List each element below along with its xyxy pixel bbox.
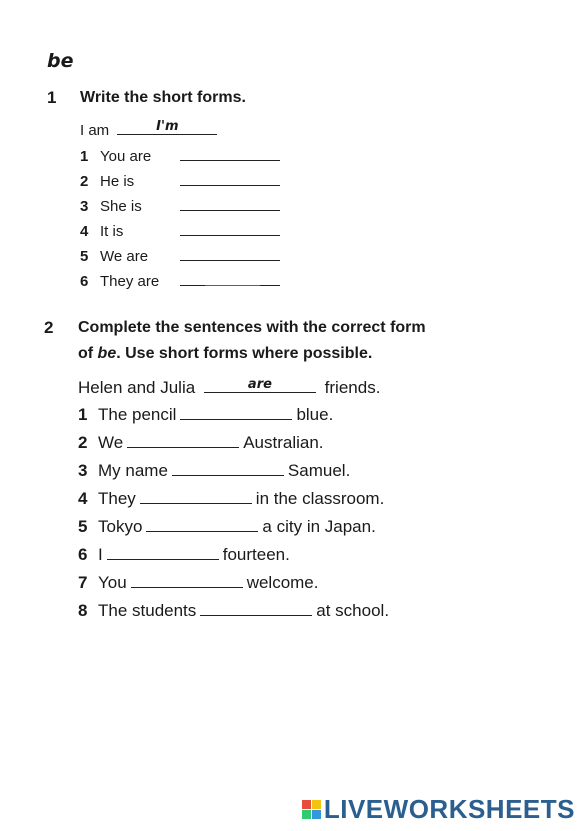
item-before: You	[98, 573, 127, 592]
logo-square	[312, 810, 321, 819]
example-answer: are	[247, 377, 272, 392]
item-text: You are	[100, 148, 152, 165]
item-text: They are	[100, 273, 160, 290]
exercise-1-item	[80, 221, 280, 240]
example-before: Helen and Julia	[78, 378, 196, 397]
answer-blank[interactable]	[180, 221, 280, 236]
exercise-1-item	[80, 146, 280, 165]
answer-blank[interactable]	[180, 146, 280, 161]
answer-blank[interactable]	[180, 271, 280, 286]
exercise-2-item	[78, 405, 333, 425]
item-before: They	[98, 489, 136, 508]
item-number: 2	[80, 173, 89, 190]
logo-square	[312, 800, 321, 809]
item-after: blue.	[296, 405, 334, 424]
exercise-2-item	[78, 433, 324, 453]
instruction-line-2: of be. Use short forms where possible.	[78, 345, 373, 362]
item-text: We are	[100, 248, 149, 265]
logo-square	[302, 810, 311, 819]
item-before: My name	[98, 461, 168, 480]
answer-blank[interactable]	[180, 196, 280, 211]
exercise-2-item	[78, 545, 290, 565]
example-answer-blank	[204, 378, 316, 393]
item-number: 2	[78, 433, 88, 452]
exercise-2-item	[78, 601, 389, 621]
exercise-1-item	[80, 246, 280, 265]
instruction-line-1: Complete the sentences with the correct form	[78, 319, 426, 336]
item-after: a city in Japan.	[262, 517, 376, 536]
answer-blank[interactable]	[172, 461, 284, 476]
exercise-2-item	[78, 489, 384, 509]
answer-blank[interactable]	[200, 601, 312, 616]
exercise-1-number: 1	[47, 88, 57, 107]
example-prompt: I am	[80, 122, 110, 139]
item-after: Australian.	[243, 433, 324, 452]
item-number: 6	[80, 273, 89, 290]
example-after: friends.	[324, 378, 381, 397]
item-number: 4	[78, 489, 88, 508]
exercise-2-item	[78, 461, 350, 481]
item-text: She is	[100, 198, 142, 215]
exercise-1-item	[80, 271, 280, 290]
liveworksheets-logo	[302, 794, 575, 825]
item-number: 1	[78, 405, 88, 424]
exercise-2-number: 2	[44, 318, 54, 337]
item-after: welcome.	[246, 573, 319, 592]
item-text: He is	[100, 173, 135, 190]
item-before: The students	[98, 601, 197, 620]
item-text: It is	[100, 223, 124, 240]
item-number: 7	[78, 573, 88, 592]
exercise-2-instruction	[78, 315, 426, 367]
exercise-1-instruction: Write the short forms.	[80, 89, 246, 106]
item-number: 1	[80, 148, 89, 165]
item-after: fourteen.	[222, 545, 290, 564]
example-answer: I'm	[156, 119, 179, 134]
item-number: 6	[78, 545, 88, 564]
answer-blank[interactable]	[180, 171, 280, 186]
exercise-2-example	[78, 378, 380, 398]
answer-blank[interactable]	[107, 545, 219, 560]
item-before: I	[98, 545, 103, 564]
example-answer-blank	[117, 120, 217, 135]
item-after: Samuel.	[287, 461, 351, 480]
item-number: 5	[78, 517, 88, 536]
item-number: 8	[78, 601, 88, 620]
logo-text: LIVEWORKSHEETS	[323, 794, 575, 824]
answer-blank[interactable]	[180, 405, 292, 420]
answer-blank[interactable]	[180, 246, 280, 261]
item-before: We	[98, 433, 124, 452]
item-number: 3	[78, 461, 88, 480]
answer-blank[interactable]	[140, 489, 252, 504]
worksheet-title: be	[47, 50, 74, 72]
answer-blank[interactable]	[127, 433, 239, 448]
instruction-emphasis: be	[97, 345, 117, 362]
item-number: 4	[80, 223, 89, 240]
item-number: 3	[80, 198, 89, 215]
item-before: Tokyo	[98, 517, 143, 536]
item-before: The pencil	[98, 405, 177, 424]
answer-blank[interactable]	[146, 517, 258, 532]
item-after: in the classroom.	[255, 489, 385, 508]
logo-squares-icon	[302, 800, 321, 819]
exercise-2-item	[78, 517, 376, 537]
item-after: at school.	[316, 601, 390, 620]
exercise-1-example	[80, 120, 217, 139]
answer-blank[interactable]	[131, 573, 243, 588]
exercise-2-item	[78, 573, 319, 593]
exercise-1-item	[80, 171, 280, 190]
item-number: 5	[80, 248, 89, 265]
exercise-1-item	[80, 196, 280, 215]
logo-square	[302, 800, 311, 809]
